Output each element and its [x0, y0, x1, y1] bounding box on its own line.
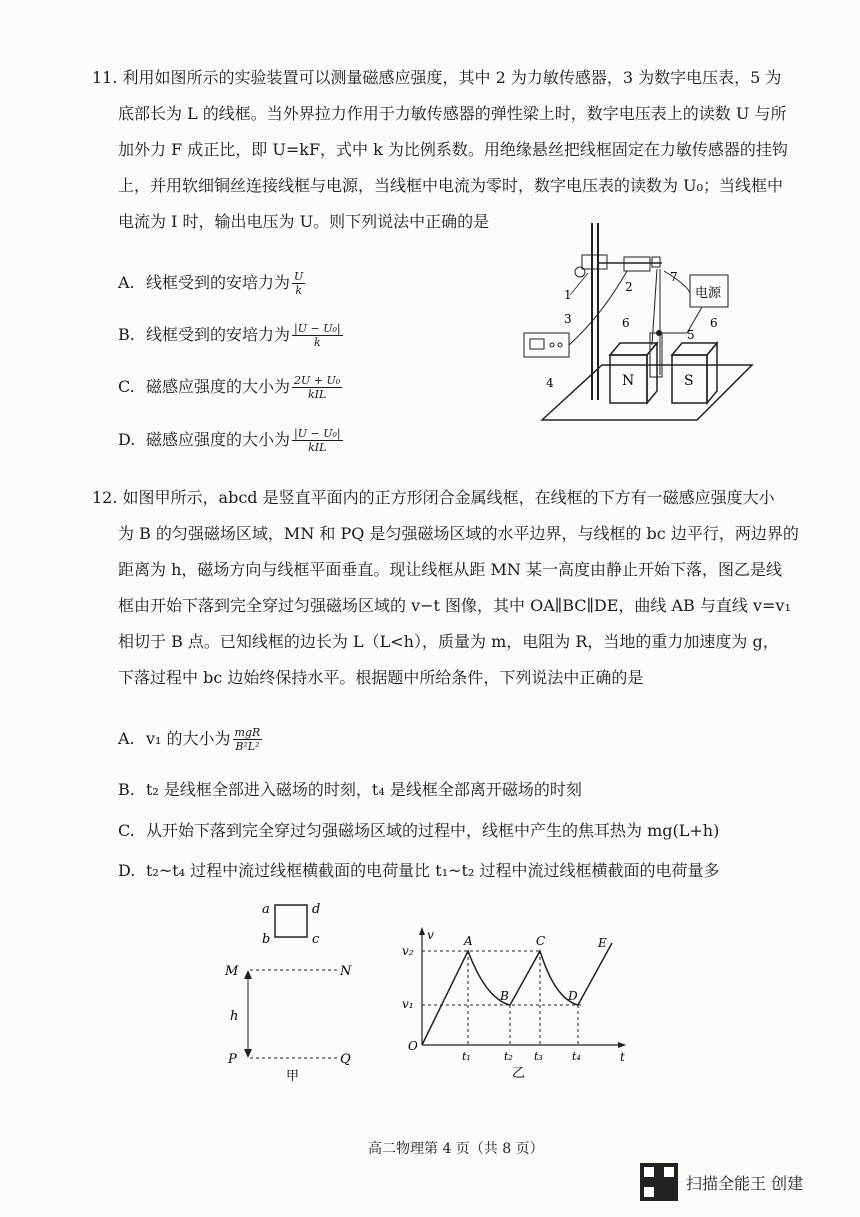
q11-option-a [118, 270, 305, 297]
option-label: C. [118, 377, 135, 396]
fraction [233, 726, 263, 753]
option-text: 线框受到的安培力为 [146, 273, 291, 292]
fraction-denominator: kIL [307, 388, 327, 401]
q11-line-5: 电流为 I 时，输出电压为 U。则下列说法中正确的是 [118, 212, 490, 231]
corner-d: d [312, 902, 321, 917]
option-label: B. [118, 780, 135, 799]
point-b: B [500, 989, 509, 1003]
axis-t-label: t [620, 1050, 625, 1064]
force-sensor [624, 257, 650, 271]
question-11 [92, 60, 812, 240]
fraction-numerator: U [294, 270, 304, 283]
q11-line-3: 加外力 F 成正比，即 U=kF，式中 k 为比例系数。用绝缘悬丝把线框固定在力敏传感器的挂钩 [118, 140, 788, 159]
figure-jia [220, 895, 370, 1085]
point-e: E [598, 936, 607, 950]
q11-line-4: 上，并用软细铜丝连接线框与电源，当线框中电流为零时，数字电压表的读数为 U₀；当线框中 [118, 176, 783, 195]
option-text: 磁感应强度的大小为 [146, 377, 291, 396]
q12-option-c [118, 818, 719, 841]
q12-option-d [118, 858, 719, 881]
question-12 [92, 480, 812, 696]
tick-t2: t₂ [504, 1050, 513, 1063]
option-text: t₂~t₄ 过程中流过线框横截面的电荷量比 t₁~t₂ 过程中流过线框横截面的电荷量多 [146, 861, 720, 880]
q12-line-1: 12. 如图甲所示，abcd 是竖直平面内的正方形闭合金属线框，在线框的下方有一磁感应强度大小 [92, 488, 775, 507]
q11-option-d [118, 427, 343, 454]
option-label: D. [118, 861, 136, 880]
magnet-s-label: S [684, 373, 694, 389]
q12-line-6: 下落过程中 bc 边始终保持水平。根据题中所给条件，下列说法中正确的是 [118, 668, 644, 687]
label-m: M [225, 964, 239, 979]
option-label: A. [118, 273, 135, 292]
label-6b: 6 [710, 316, 718, 330]
point-c: C [536, 934, 546, 948]
fraction [292, 374, 342, 401]
magnet-n-label: N [622, 373, 635, 389]
apparatus-figure [512, 215, 757, 430]
fraction-numerator: |U − U₀| [294, 427, 341, 440]
page-footer: 高二物理第 4 页（共 8 页） [368, 1141, 544, 1157]
origin-label: O [408, 1039, 418, 1053]
q12-line-5: 相切于 B 点。已知线框的边长为 L（L<h），质量为 m，电阻为 R，当地的重力加速度为 g， [118, 632, 779, 651]
q11-option-b [118, 322, 343, 349]
v1-label: v₁ [402, 997, 414, 1011]
label-q: Q [340, 1052, 351, 1067]
option-label: A. [118, 729, 135, 748]
q11-line-1: 11. 利用如图所示的实验装置可以测量磁感应强度，其中 2 为力敏传感器，3 为数字电压表，5 为 [92, 68, 782, 87]
q12-option-a [118, 726, 262, 753]
q12-line-2: 为 B 的匀强磁场区域，MN 和 PQ 是匀强磁场区域的水平边界，与线框的 bc 边平行，两边界的 [118, 524, 799, 543]
tick-t3: t₃ [534, 1050, 543, 1063]
q12-line-3: 距离为 h，磁场方向与线框平面垂直。现让线框从距 MN 某一高度由静止开始下落，图乙是线 [118, 560, 782, 579]
fraction-denominator: kIL [308, 441, 327, 454]
option-text: v₁ 的大小为 [146, 729, 231, 748]
corner-b: b [262, 932, 271, 947]
fraction-denominator: k [313, 336, 321, 349]
label-5: 5 [687, 328, 695, 342]
option-label: D. [118, 430, 136, 449]
q12-line-4: 框由开始下落到完全穿过匀强磁场区域的 v−t 图像，其中 OA∥BC∥DE，曲线 AB 与直线 v=v₁ [118, 596, 791, 615]
figure-yi [400, 925, 640, 1080]
fraction [292, 270, 305, 297]
label-h: h [230, 1009, 239, 1024]
fraction-denominator: B²L² [235, 740, 260, 753]
corner-c: c [312, 932, 320, 947]
q12-option-b [118, 777, 582, 800]
power-label: 电源 [695, 286, 722, 301]
watermark-text: 扫描全能王 创建 [686, 1173, 804, 1193]
caption-yi: 乙 [512, 1066, 526, 1080]
point-a: A [464, 934, 473, 948]
label-n: N [340, 964, 352, 979]
label-3: 3 [564, 312, 572, 326]
option-text: 从开始下落到完全穿过匀强磁场区域的过程中，线框中产生的焦耳热为 mg(L+h) [146, 821, 720, 840]
q11-line-2: 底部长为 L 的线框。当外界拉力作用于力敏传感器的弹性梁上时，数字电压表上的读数 U 与所 [118, 104, 787, 123]
option-text: 线框受到的安培力为 [146, 325, 291, 344]
fraction [292, 322, 343, 349]
option-text: 磁感应强度的大小为 [146, 430, 291, 449]
vt-curve [422, 943, 612, 1045]
point-d: D [568, 989, 578, 1003]
fraction-numerator: mgR [234, 726, 261, 739]
label-1: 1 [564, 288, 572, 302]
option-label: B. [118, 325, 135, 344]
tick-t4: t₄ [572, 1050, 581, 1063]
caption-jia: 甲 [286, 1069, 300, 1084]
v2-label: v₂ [402, 944, 414, 958]
scanner-watermark [640, 1162, 840, 1202]
label-4: 4 [546, 376, 554, 390]
fraction-numerator: |U − U₀| [294, 322, 341, 335]
square-frame [275, 905, 307, 937]
corner-a: a [262, 902, 270, 917]
fraction-numerator: 2U + U₀ [294, 374, 341, 387]
label-2: 2 [625, 280, 633, 294]
fraction [292, 427, 343, 454]
label-6a: 6 [622, 316, 630, 330]
qr-code-icon [640, 1163, 678, 1201]
fraction-denominator: k [295, 284, 302, 297]
axis-v-label: v [427, 928, 434, 942]
tick-t1: t₁ [462, 1050, 471, 1063]
label-7: 7 [670, 270, 678, 284]
option-text: t₂ 是线框全部进入磁场的时刻，t₄ 是线框全部离开磁场的时刻 [146, 780, 582, 799]
label-p: P [228, 1052, 237, 1067]
q11-option-c [118, 374, 342, 401]
option-label: C. [118, 821, 135, 840]
